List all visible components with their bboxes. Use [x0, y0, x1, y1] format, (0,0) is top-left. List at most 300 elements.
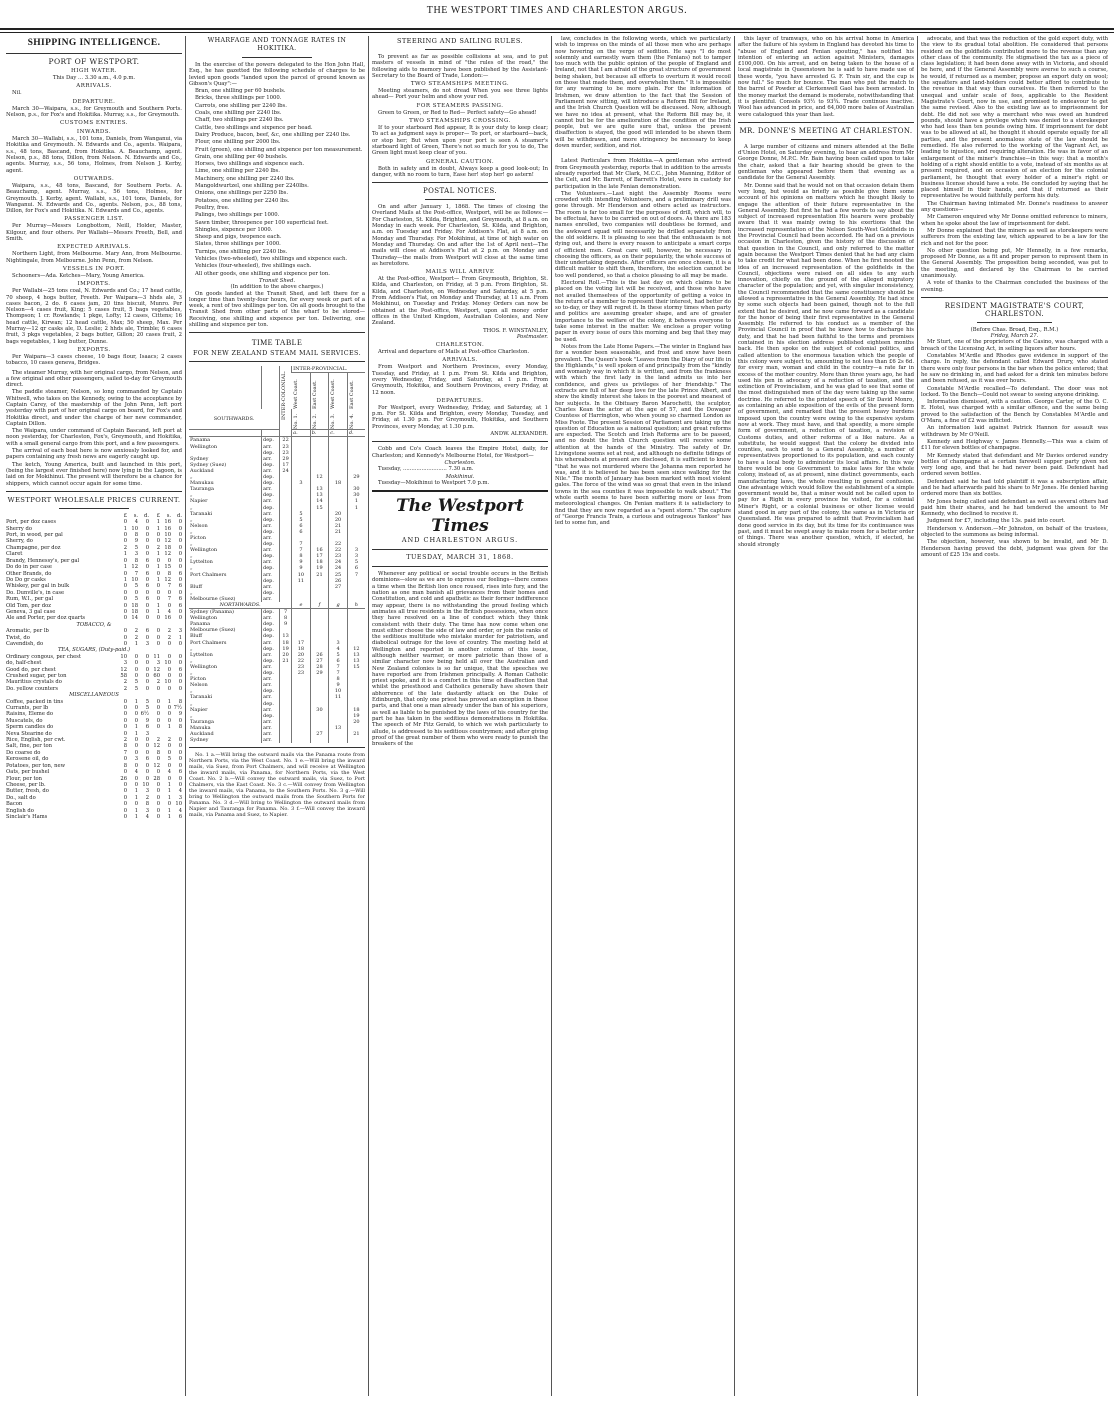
timetable-date: 7	[292, 541, 311, 547]
wholesale-price: 0	[178, 564, 182, 571]
wholesale-item: Cheese, per lb.	[6, 781, 46, 788]
wholesale-price: 1	[134, 813, 138, 820]
wholesale-item: Crushed sugar, per ton	[6, 673, 67, 679]
charleston-departures-head: DEPARTURES.	[436, 397, 484, 404]
wholesale-price: 3	[134, 551, 138, 558]
wharfage-item: Vehicles (two-wheeled), two shillings and sixpence each.	[195, 256, 348, 263]
court-title: RESIDENT MAGISTRATE'S COURT, CHARLESTON.	[944, 301, 1085, 318]
wholesale-price: 0	[156, 640, 160, 647]
divider	[921, 297, 1108, 298]
wholesale-price: 6	[178, 602, 182, 609]
wholesale-price: 10	[131, 525, 138, 532]
timetable-dir: dep.	[262, 590, 280, 596]
timetable-date: 15	[347, 664, 365, 670]
masthead-rule-thin	[0, 32, 1114, 33]
wholesale-price: 8	[123, 762, 127, 769]
timetable-date: 13	[347, 652, 365, 658]
wholesale-col-head: d.	[144, 512, 149, 519]
wholesale-price: 3	[178, 628, 182, 635]
wholesale-price: 0	[145, 551, 149, 558]
wholesale-price: 0	[134, 775, 138, 782]
timetable-port: „	[190, 541, 193, 548]
wholesale-item: Do. Dunville's, in case	[6, 589, 65, 596]
wholesale-price: 10	[164, 532, 171, 539]
court-text: Defendant said he had told plaintiff it was a subscription affair, and he had afterwards paid his share to Mr Jones. He denied having ordered more than six bottles.	[921, 478, 1108, 498]
wholesale-item: Potatoes, per ton, new	[6, 762, 66, 769]
wholesale-price: 10	[142, 781, 149, 788]
tt-southwards: SOUTHWARDS.	[189, 409, 280, 430]
wholesale-price: 0	[145, 685, 149, 692]
wholesale-price: 0	[178, 640, 182, 647]
divider	[372, 549, 548, 550]
exports-head: EXPORTS.	[77, 346, 111, 353]
wholesale-price: 3	[145, 788, 149, 795]
timetable-date: 27	[310, 731, 329, 737]
timetable-date: 1	[347, 498, 365, 504]
wholesale-price: 1	[167, 698, 171, 705]
paper-date: TUESDAY, MARCH 31, 1868.	[406, 554, 514, 562]
wholesale-price: 7	[167, 583, 171, 590]
timetable-date: 11	[292, 578, 311, 584]
steering-intro: To prevent as far as possible collisions at sea, and to put masters of vessels in mind of "the rules of the road," the following aids to memory have been published by the Assistant-Secretary to the Board of Trade, London:—	[372, 54, 548, 79]
wholesale-price: 0	[123, 640, 127, 647]
timetable-port: Tauranga	[190, 486, 214, 493]
timetable-dir: arr.	[262, 444, 280, 450]
masthead-rule	[0, 28, 1114, 30]
timetable-dir: dep.	[262, 627, 280, 633]
wholesale-price: 0	[123, 570, 127, 577]
timetable-date	[347, 437, 365, 444]
wholesale-item: Do., salt do	[6, 794, 36, 801]
timetable-date: 20	[329, 511, 348, 517]
outwards-text: Waipara, s.s., 48 tons, Bascand, for Southern Ports. A. Beauchamp, agent. Murray, s.s., 56 tons, Holmes, for Greymouth. J. Kerby, agent. Wallabi, s.s., 101 tons, Daniels, for Wanganui. N. Edwards and Co., agents. Nelson, p.s., 88 tons, Dillon, for Fox's and Hokitika. N. Edwards and Co., agents.	[6, 182, 182, 215]
wholesale-price: 0	[156, 532, 160, 539]
timetable-port: Wellington	[190, 663, 218, 670]
wholesale-item: Cavendish, do	[6, 640, 44, 647]
timetable-row	[189, 737, 365, 743]
high-water-times: This Day ... 3.30 a.m., 4.0 p.m.	[52, 75, 136, 81]
shipping-title: SHIPPING INTELLIGENCE.	[27, 38, 161, 48]
timetable-dir: arr.	[262, 640, 280, 646]
departure-head: DEPARTURE.	[72, 98, 116, 105]
timetable-title: TIME TABLE	[251, 338, 303, 348]
timetable-date	[310, 737, 329, 743]
wholesale-price: 0	[123, 557, 127, 564]
wholesale-price: 0	[123, 730, 127, 737]
meeting-text: A vote of thanks to the Chairman concluded the business of the evening.	[921, 280, 1108, 293]
timetable-dir: arr.	[262, 725, 280, 731]
wholesale-item: Twist, do	[6, 634, 30, 641]
timetable-port: „	[190, 688, 193, 695]
wharfage-item: Potatoes, one shilling per 2240 lbs.	[195, 197, 290, 204]
divider	[738, 122, 914, 123]
wholesale-price: 0	[145, 525, 149, 532]
wholesale-price: 10	[164, 660, 171, 667]
column-news	[555, 36, 731, 1396]
wholesale-price: 1	[123, 525, 127, 532]
tt-col-head: East Coast.	[348, 380, 355, 410]
wholesale-price: 0	[178, 525, 182, 532]
wholesale-price: 0	[156, 794, 160, 801]
wholesale-price: 0	[178, 551, 182, 558]
wholesale-item: Flour, per ton	[6, 775, 42, 782]
timetable-dir: arr.	[262, 652, 280, 658]
wholesale-price: 0	[123, 538, 127, 545]
timetable-port: Picton	[190, 534, 207, 541]
wholesale-price: 1	[134, 788, 138, 795]
wholesale-item: Geneva, 3 gal case	[6, 608, 56, 615]
timetable-dir: arr.	[262, 547, 280, 553]
timetable-date	[292, 609, 311, 616]
timetable-date: 18	[310, 559, 329, 565]
expected-head: EXPECTED ARRIVALS.	[57, 244, 131, 251]
wholesale-price: 0	[134, 717, 138, 724]
timetable-date: 13	[329, 725, 348, 731]
timetable-date: 19	[310, 565, 329, 571]
timetable-port: Melbourne (Suez)	[190, 627, 236, 634]
wholesale-title: WESTPORT WHOLESALE PRICES CURRENT.	[7, 495, 181, 504]
wholesale-price: 0	[156, 711, 160, 718]
wholesale-price: 0	[167, 653, 171, 660]
divider	[189, 747, 365, 748]
wholesale-price: 5	[145, 705, 149, 712]
tt-letter: c.	[329, 430, 348, 437]
wholesale-price: 0	[145, 576, 149, 583]
wholesale-price: 0	[156, 615, 160, 622]
wholesale-price: 0	[156, 628, 160, 635]
wholesale-price: 60	[153, 673, 160, 679]
timetable-dir: arr.	[262, 498, 280, 504]
divider-short	[59, 508, 129, 509]
paper-subtitle: AND CHARLESTON ARGUS.	[401, 536, 519, 545]
wholesale-price: 4	[134, 519, 138, 526]
wholesale-price: 2	[134, 628, 138, 635]
timetable-date: 29	[347, 474, 365, 480]
wholesale-price: 5	[134, 685, 138, 692]
wholesale-price: 0	[123, 602, 127, 609]
meeting-text: The Chairman having intimated Mr. Donne's readiness to answer any questions—	[921, 200, 1108, 214]
mails-arrive-head: MAILS WILL ARRIVE	[425, 269, 495, 276]
wholesale-price: 8	[145, 801, 149, 808]
divider-short	[977, 322, 1052, 323]
divider	[189, 332, 365, 333]
timetable-dir: dep.	[262, 701, 280, 707]
column-meeting	[738, 36, 914, 1396]
wholesale-price: 0	[134, 743, 138, 750]
wharfage-item: Sawn timber, threepence per 100 superficial feet.	[195, 219, 329, 226]
wholesale-price: 1	[167, 724, 171, 731]
wholesale-price: 6	[178, 666, 182, 673]
wholesale-item: Ordinary congous, per chest	[6, 653, 81, 660]
timetable-dir: dep.	[262, 437, 280, 444]
timetable-date: 24	[329, 565, 348, 571]
wholesale-price: 0	[123, 781, 127, 788]
wholesale-price: 2	[167, 628, 171, 635]
wholesale-price: 3	[145, 730, 149, 737]
timetable-date: 21	[347, 731, 365, 737]
vessels-text: Schooners—Ada. Ketches—Mary, Young America.	[12, 272, 145, 279]
tt-letter: a.	[292, 430, 311, 437]
timetable-date: 19	[347, 713, 365, 719]
timetable-dir: dep.	[262, 565, 280, 571]
wholesale-subhead: MISCELLANEOUS	[69, 692, 119, 699]
wholesale-price: 0	[156, 557, 160, 564]
wholesale-item: Rum, W.I., per gal	[6, 596, 54, 603]
wholesale-price: 1	[167, 794, 171, 801]
timetable-dir: dep.	[262, 688, 280, 694]
wholesale-price: 6	[145, 628, 149, 635]
wholesale-row	[6, 814, 182, 820]
departure-text: March 30—Waipara, s.s., for Greymouth and Southern Ports. Nelson, p.s., for Fox's and Hokitika. Murray, s.s., for Greymouth.	[6, 105, 182, 118]
wholesale-price: 11	[153, 653, 160, 660]
wholesale-price: 0	[156, 583, 160, 590]
timetable-date	[329, 609, 348, 616]
wholesale-price: 10	[131, 576, 138, 583]
wholesale-price: 0	[167, 640, 171, 647]
leader-continued: law, concludes in the following words, which we particularly wish to impress on the minds of all those men who are perhaps now hovering on the verge of sedition. He says "I do most solemnly and earnestly warn them (the Fenians) not to tamper too much with the public opinion of the people of England and Ireland, not that I am afraid of the great structure of government being shaken, but because all efforts to overturn it would recoil on those that made them, and overwhelm them." It is impossible for any warning to be more plain. For the information of Irishmen, we draw attention to the fact that the Session of Parliament now sitting, will introduce a Reform Bill for Ireland, and the Irish Church Question will be discussed. Now, although we have no idea at present, what the Reform Bill may be, it cannot but be for the amelioration of the condition of the Irish people, but we are quite sure that, unless the present disaffection is stayed, the good will intended to be shewn them will be withdrawn, and more stringency be necessary to keep down murder, sedition, and riot.	[555, 36, 731, 150]
divider-short	[608, 153, 678, 154]
wholesale-price: 0	[145, 602, 149, 609]
wholesale-item: Raisins, Eleme do	[6, 711, 53, 718]
wholesale-item: Oats, per bushel	[6, 769, 50, 776]
wholesale-price: 1	[134, 724, 138, 731]
home-papers-item: Notes from the Late Home Papers.—The winter in England has for a wonder been seasonable, and frost and snow have been prevalent. The Queen's book "Leaves from the Diary of our life in the Highlands," is well spoken of and principally from the "kindly and womanly way in which it is written, and from the frankness with which the first lady in the land admits us into her confidence, and gives us privileges of her friendship." The extracts are full of her deep love for the late Prince Albert, and shew the kindly interest she takes in the poorest and meanest of her subjects. In the Obituary Baron Marochetti, the sculptor, Charles Kean the actor at the age of 57, and the Dowager Countess of Harrington, who when young so charmed London as Miss Foote. The present Session of Parliament are taking up the question of Education as a national question; and great reforms are expected. The Scotch and Irish Reforms are to be passed, and no doubt the Irish Church question will receive some attention at the hands of the Ministry. The safety of Dr. Livingstone seems set at rest, and although no definite tidings of his whereabouts at present are disclosed, it is sufficient to know "that he was not murdered where the Johanna men reported he was, and it is believed he has been seen since walking for the Nile." The month of January has been marked with most violent gales. The force of the wind was so great that even in the inland towns in the sea counties it was impossible to walk about." The whole earth seems to have been suffering more or less from meteorological changes. On Fenian matters it is satisfactory to find that they are now regarded as a "spent storm." The capture of "George Francis Train, a curious and outrageous Yankee" has led to some fun, and	[555, 343, 731, 527]
timetable-date: 17	[292, 640, 311, 646]
timetable-dir: dep.	[262, 609, 280, 616]
timetable-port: Nelson	[190, 522, 208, 529]
wholesale-price: 0	[145, 775, 149, 782]
wholesale-price: 28	[153, 775, 160, 782]
coach-line: Tuesday, .......................... 7.30 a.m.	[378, 466, 474, 473]
wholesale-price: 8	[178, 724, 182, 731]
timetable-dir: arr.	[262, 559, 280, 565]
high-water-head: HIGH WATER.	[70, 68, 118, 74]
divider	[189, 361, 365, 362]
timetable-date	[310, 437, 329, 444]
wholesale-col-head: s.	[133, 512, 138, 519]
column-wharfage	[189, 36, 365, 1396]
steering-head: FOR STEAMERS PASSING.	[416, 102, 504, 109]
wholesale-price: 0	[156, 756, 160, 763]
wholesale-price: 0	[167, 666, 171, 673]
exports-text: Per Waipara—3 cases cheese, 10 bags flour, Isaacs; 2 cases tobacco, 10 cases geneva, Bridges.	[6, 353, 182, 367]
wholesale-price: 5	[145, 698, 149, 705]
timetable-date: 30	[310, 707, 329, 713]
tt-northwards: NORTHWARDS.	[189, 602, 292, 609]
wholesale-price: 1	[123, 564, 127, 571]
wholesale-price: 0	[145, 673, 149, 679]
wholesale-item: Sperm candles do	[6, 724, 54, 731]
wholesale-item: do, half-chest	[6, 660, 42, 667]
wholesale-price: 6	[178, 813, 182, 820]
wharfage-item: Vehicles (four-wheeled), five shillings each.	[195, 263, 312, 270]
tt-intercolonial-head: INTER-COLONIAL.	[281, 371, 288, 421]
tt-no: No. 1.	[293, 414, 300, 430]
timetable-date: 13	[280, 633, 292, 639]
divider	[372, 441, 548, 442]
wholesale-item: Sinclair's Hams	[6, 813, 48, 820]
postmaster-name: THOS. F. WINSTANLEY,	[483, 327, 548, 334]
tt-col-head: West Coast.	[330, 379, 337, 410]
wholesale-item: Port, in wood, per gal	[6, 532, 63, 539]
timetable-date: 23	[292, 664, 311, 670]
vessels-head: VESSELS IN PORT.	[62, 265, 126, 272]
timetable-date: 20	[329, 517, 348, 523]
wholesale-price: 0	[156, 813, 160, 820]
timetable-dir: arr.	[262, 456, 280, 462]
timetable-dir: dep.	[262, 541, 280, 547]
wholesale-item: Butter, fresh, do	[6, 788, 49, 795]
wholesale-price: 0	[145, 653, 149, 660]
column-divider	[368, 36, 369, 1396]
arrivals-text: Nil.	[12, 90, 22, 97]
coach-charleston: Charleston.	[444, 459, 476, 466]
tt-col-head: East Coast.	[311, 380, 318, 410]
wholesale-price: 2	[123, 544, 127, 551]
timetable-port: Napier	[190, 498, 208, 505]
wholesale-price: 9	[145, 717, 149, 724]
timetable-dir: arr.	[262, 676, 280, 682]
wharfage-item: Lime, one shilling per 2240 lbs.	[195, 168, 280, 175]
wholesale-price: 2	[156, 544, 160, 551]
wholesale-price: 12	[164, 551, 171, 558]
wholesale-price: 0	[167, 762, 171, 769]
port-title: PORT OF WESTPORT.	[48, 57, 140, 66]
wharfage-item: Palings, two shillings per 1000.	[195, 212, 280, 219]
timetable-port: Sydney	[190, 737, 209, 744]
wharfage-item: Bran, one shilling per 60 bushels.	[195, 88, 286, 95]
arrivals-head: ARRIVALS.	[76, 83, 112, 90]
wharfage-item: Dairy Produce, bacon, beef, &c, one shilling per 2240 lbs.	[195, 131, 351, 138]
wholesale-price: 0	[178, 660, 182, 667]
court-text: Constables M'Ardle and Rhodes gave evidence in support of the charge. In reply, the defendant called Edward Drury, who stated there were only four persons in the bar when the police entered; that he saw no drinking in, and had asked for a drink ten minutes before and been refused, as it was over hours.	[921, 353, 1108, 385]
wholesale-price: 4	[178, 788, 182, 795]
transit-sub: (In addition to the above charges.)	[230, 284, 324, 291]
wholesale-price: 0	[145, 762, 149, 769]
timetable-port: Panama	[190, 621, 211, 628]
wholesale-price: 3	[178, 794, 182, 801]
wholesale-price: 0	[123, 615, 127, 622]
timetable-date: 26	[329, 578, 348, 584]
wharfage-item: Fruit (green), one shilling and sixpence per ton measurement.	[195, 146, 363, 153]
wholesale-price: 0	[156, 634, 160, 641]
timetable-dir: dep.	[262, 505, 280, 511]
wholesale-price: 0	[145, 743, 149, 750]
timetable-port: „	[190, 474, 193, 481]
wholesale-item: Neva Stearine do	[6, 730, 52, 737]
timetable-date: 9	[329, 682, 348, 688]
wholesale-price: 2	[123, 679, 127, 686]
wholesale-price: 10	[120, 653, 127, 660]
charleston-head: CHARLESTON.	[435, 342, 485, 349]
passenger-text: Per Murray—Messrs Longbottom, Neill, Holder, Master, Kilgour, and four others. Per Wallabi—Messrs Freeth, Bell, and Smith.	[6, 223, 182, 243]
timetable-port: Wellington	[190, 547, 218, 554]
wholesale-price: 1	[156, 551, 160, 558]
wholesale-price: 0	[167, 749, 171, 756]
court-text: Constable M'Ardle recalled—To defendant. The door was not locked. To the Bench—Could not swear to seeing anyone drinking.	[921, 385, 1108, 398]
wholesale-price: 0	[167, 717, 171, 724]
wholesale-price: 12	[120, 666, 127, 673]
timetable-port: Wellington	[190, 443, 218, 450]
wholesale-price: 0	[145, 538, 149, 545]
postal-text: On and after January 1, 1868. The times of closing the Overland Mails at the Post-office, Westport, will be as follows:— For Charleston, St. Kilda, Brighton, and Greymouth, at 8 a.m. on Monday in each week. For Charleston, St. Kilda, and Brighton, a.m. on Tuesday and Friday. For Addison's Flat, at 8 a.m. on Monday and Thursday. For Mokihinui, at time of high water on Monday and Thursday. On and after the 1st of April next—The mails will close at Addison's Flat at 2 p.m. on Monday and Thursday—the mails from Westport will close at the same time as heretofore.	[372, 204, 548, 267]
wholesale-price: 18	[131, 608, 138, 615]
timetable-dir: arr.	[262, 596, 280, 602]
timetable-date: 24	[280, 468, 292, 474]
meeting-text: Mr Cameron enquired why Mr Donne omitted reference to miners, when he spoke about the law of imprisonment for debt.	[921, 214, 1108, 227]
timetable-port: „	[190, 504, 193, 511]
wholesale-price: 6	[178, 583, 182, 590]
divider	[6, 491, 182, 492]
wharfage-item: Bricks, three shillings per 1000.	[195, 95, 282, 102]
divider-short	[242, 57, 312, 58]
timetable-date: 5	[292, 511, 311, 517]
wholesale-item: Do. yellow counters	[6, 685, 59, 692]
court-text: Judgment for £7, including the 13s. paid into court.	[927, 518, 1066, 525]
column-divider	[551, 36, 552, 1396]
wholesale-price: 12	[131, 564, 138, 571]
wholesale-item: English do	[6, 807, 34, 814]
wholesale-price: 3	[156, 660, 160, 667]
expected-text: Northern Light, from Melbourne. Mary Ann, from Melbourne. Nightingale, from Melbourne. John Penn, from Nelson.	[6, 251, 182, 264]
timetable-date: 18	[292, 646, 311, 652]
timetable-port: Lyttelton	[190, 559, 213, 566]
timetable-dir: dep.	[262, 529, 280, 535]
imports-text: Per Wallabi—25 tons coal, N. Edwards and Co.; 17 head cattle, 70 sheep, 4 hogs butter, Freeth. Per Waipara—3 hhds ale, 3 cases bacon, 2 do. 6 cases jam, 20 tins biscuit, Munro. Per Nelson—4 cases fruit, King; 5 cases fruit, 5 bags vegetables, Thompson; 1 cr. Rowlands; 1 pkge, Lofty; 12 cases, Cittens; 16 head cattle, Kirwan; 12 head cattle, Max; 50 sheep, Max. Per Murray—12 qr casks ale, D. Leslie; 2 hhds ale, Trimble; 6 cases fruit, 3 pkgs vegetables, 2 bags butter, Gillon; 20 cases fruit, 2 bags vegetables, 1 keg butter, Dunne.	[6, 288, 182, 345]
timetable-dir: arr.	[262, 737, 280, 743]
wholesale-price: 4	[167, 769, 171, 776]
wholesale-price: 0	[134, 762, 138, 769]
wholesale-item: Do do in per case	[6, 564, 52, 571]
tt-letter: d.	[347, 430, 365, 437]
timetable-date: 18	[280, 640, 292, 646]
timetable-port: Lyttelton	[190, 651, 213, 658]
court-text: An information laid against Patrick Hannon for assault was withdrawn by Mr O'Neill.	[921, 425, 1108, 438]
wharfage-item: Horses, two shillings and sixpence each.	[195, 161, 305, 168]
wholesale-price: 58	[120, 673, 127, 679]
wholesale-item: Sherry do	[6, 525, 32, 532]
timetable-date: 24	[329, 559, 348, 565]
inwards-text: March 30—Wallabi, s.s., 101 tons, Daniels, from Wanganui, via Hokitika and Greymouth. N. Edwards and Co., agents. Waipara, s.s., 48 tons, Bascand, from Hokitika. A. Beauchamp, agent. Nelson, p.s., 88 tons, Dillon, from Nelson. N. Edwards and Co., agents. Murray, s.s., 56 tons, Holmes, from Nelson J. Kerby, agent.	[6, 136, 182, 174]
wholesale-prices-table	[6, 513, 182, 821]
timetable-dir: dep.	[262, 462, 280, 468]
timetable-date: 14	[310, 498, 329, 504]
wholesale-price: 6	[145, 756, 149, 763]
divider	[372, 182, 548, 183]
wharfage-item: Machinery, one shilling per 2240 lbs.	[195, 175, 295, 182]
volunteers-item: The Volunteers.—Last night the Assembly Rooms were crowded with intending Volunteers, and a preliminary drill was gone through. Mr Henderson and others acted as instructors. The room is far too small for the purposes of drill, which will, to be effectual, have to be carried on out of doors. As there are 183 names enrolled, two companies will doubtless be formed, and the awkward squad will necessarily be drilled separately from the old soldiers. It is pleasing to see that the enthusiasm is not dying out, and there is every reason to anticipate a smart corps of efficient men. Great care will, however, be necessary in choosing the officers, as on their popularity, the whole success of their undertaking depends. After officers are once chosen, it is a difficult matter to shift them, therefore, the selection cannot be too well pondered, so that a choice pleasing to all may be made.	[555, 190, 731, 279]
wholesale-price: 0	[145, 666, 149, 673]
wholesale-price: 5	[167, 756, 171, 763]
steering-head: GENERAL CAUTION.	[425, 158, 495, 165]
wholesale-price: 10	[164, 679, 171, 686]
timetable-date: 18	[329, 480, 348, 486]
court-sub: (Before Chas. Broad, Esq., R.M.)	[970, 326, 1059, 333]
wholesale-price: 6	[178, 570, 182, 577]
wholesale-item: Port, per doz cases	[6, 519, 57, 526]
tt-letter: h	[347, 602, 365, 609]
timetable-date: 13	[347, 658, 365, 664]
wholesale-col-head: £	[123, 512, 127, 519]
steering-verse: Meeting steamers, do not dread When you see three lights ahead— Port your helm and show your red.	[372, 88, 548, 101]
wholesale-price: 9	[178, 711, 182, 718]
wholesale-price: 0	[156, 717, 160, 724]
wholesale-price: 0	[123, 583, 127, 590]
timetable-date	[310, 609, 329, 616]
timetable-date: 13	[310, 486, 329, 492]
wharfage-item: Carrots, one shilling per 2240 lbs.	[195, 102, 287, 109]
wharfage-item: Slates, three shillings per 1000.	[195, 241, 281, 248]
